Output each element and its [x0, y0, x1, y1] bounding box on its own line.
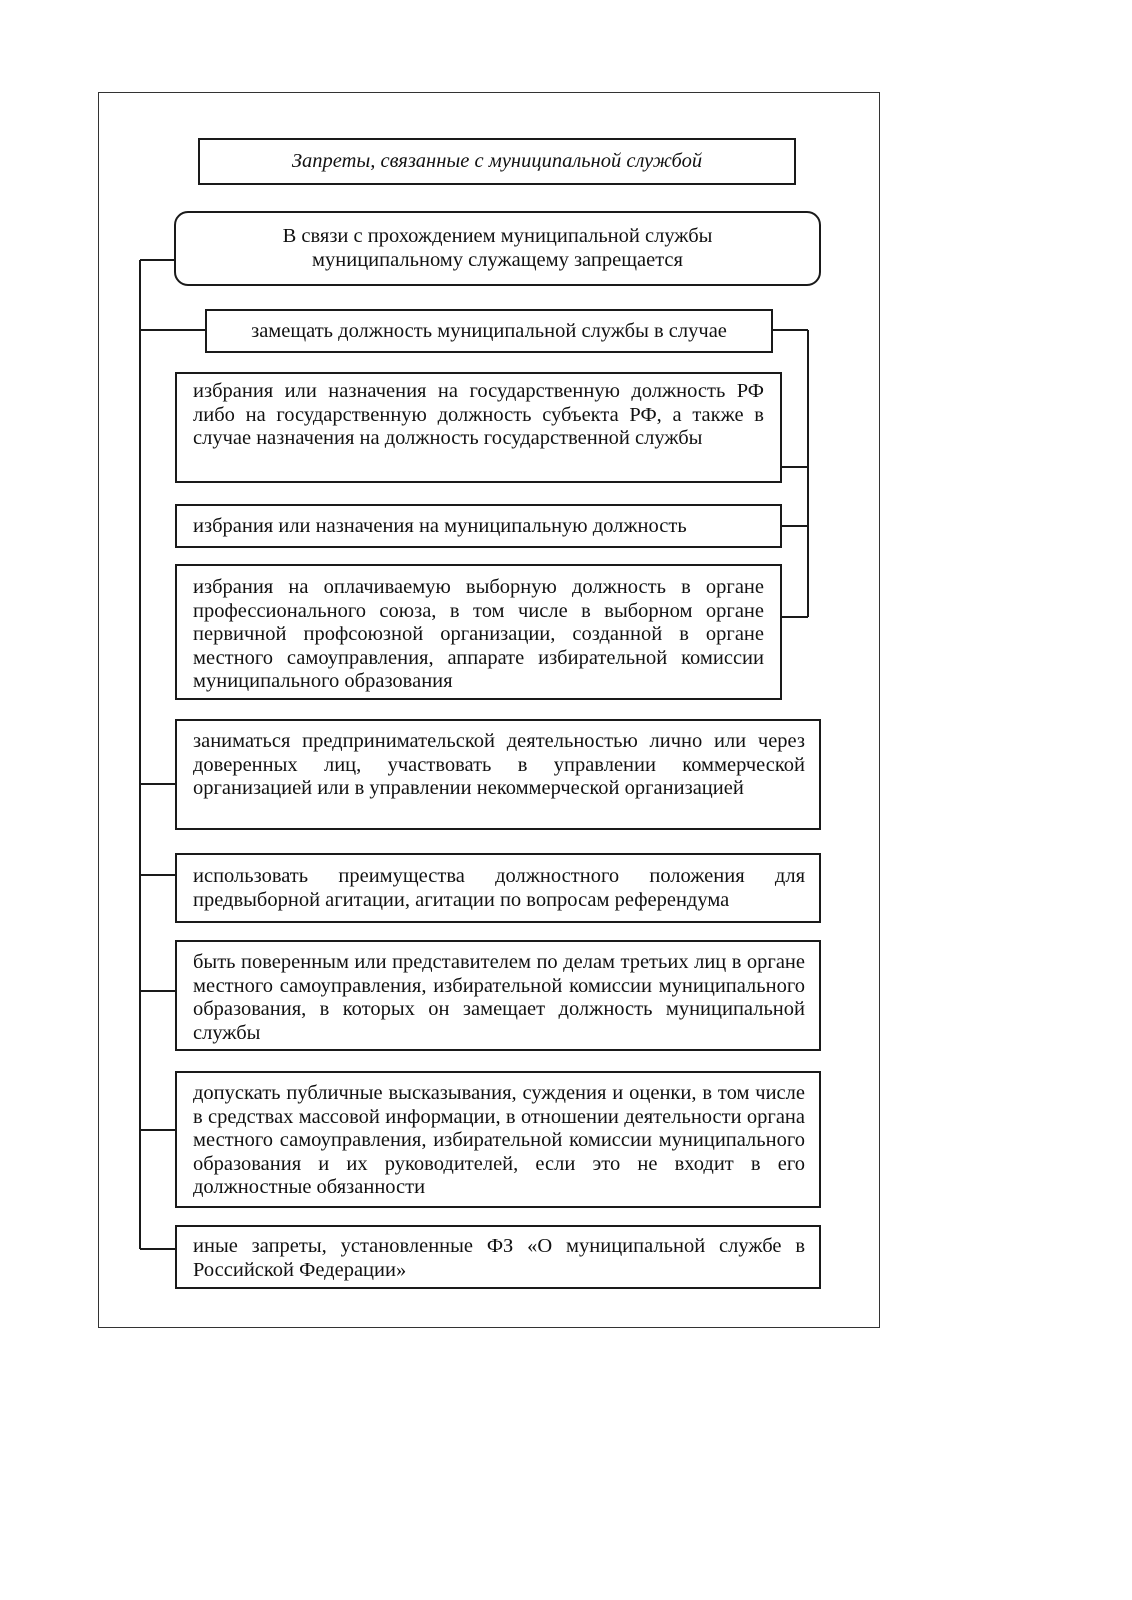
case-box-1	[175, 372, 782, 483]
prohibition-box-2	[175, 853, 821, 923]
prohibition-text-1: заниматься предпринимательской деятельностью лично или через доверенных лиц, участвовать в управлении коммерческой организацией или в управлении некоммерческой организацией	[193, 730, 805, 799]
prohibition-text-4: допускать публичные высказывания, суждения и оценки, в том числе в средствах массовой информации, в отношении деятельности органа местного самоуправления, избирательной комиссии муниципального образования и их руководителей, если это не входит в его должностные обязанности	[193, 1082, 805, 1198]
case-text-1: избрания или назначения на государственную должность РФ либо на государственную должность субъекта РФ, а также в случае назначения на должность государственной службы	[193, 380, 764, 449]
header-box	[174, 211, 821, 286]
prohibition-box-3	[175, 940, 821, 1051]
case-text-3: избрания на оплачиваемую выборную должность в органе профессионального союза, в том числе в выборном органе первичной профсоюзной организации, созданной в органе местного самоуправления, аппарате избирательной комиссии муниципального образования	[193, 576, 764, 692]
case-text-2: избрания или назначения на муниципальную должность	[193, 515, 687, 537]
prohibition-text-3: быть поверенным или представителем по делам третьих лиц в органе местного самоуправления, избирательной комиссии муниципального образования, в которых он замещает должность муниципальной службы	[193, 951, 805, 1044]
header-text: В связи с прохождением муниципальной службы муниципальному служащему запрещается	[282, 225, 713, 271]
title-box	[198, 138, 796, 185]
prohibition-box-1	[175, 719, 821, 830]
prohibition-box-5	[175, 1225, 821, 1289]
prohibition-box-4	[175, 1071, 821, 1208]
prohibition-text-5: иные запреты, установленные ФЗ «О муниципальной службе в Российской Федерации»	[193, 1235, 805, 1281]
case-box-3	[175, 564, 782, 700]
prohibition-text-2: использовать преимущества должностного положения для предвыборной агитации, агитации по вопросам референдума	[193, 865, 805, 911]
replace-position-text: замещать должность муниципальной службы в случае	[251, 320, 727, 342]
diagram-title: Запреты, связанные с муниципальной службой	[291, 150, 703, 172]
replace-position-box	[205, 309, 773, 353]
case-box-2	[175, 504, 782, 548]
